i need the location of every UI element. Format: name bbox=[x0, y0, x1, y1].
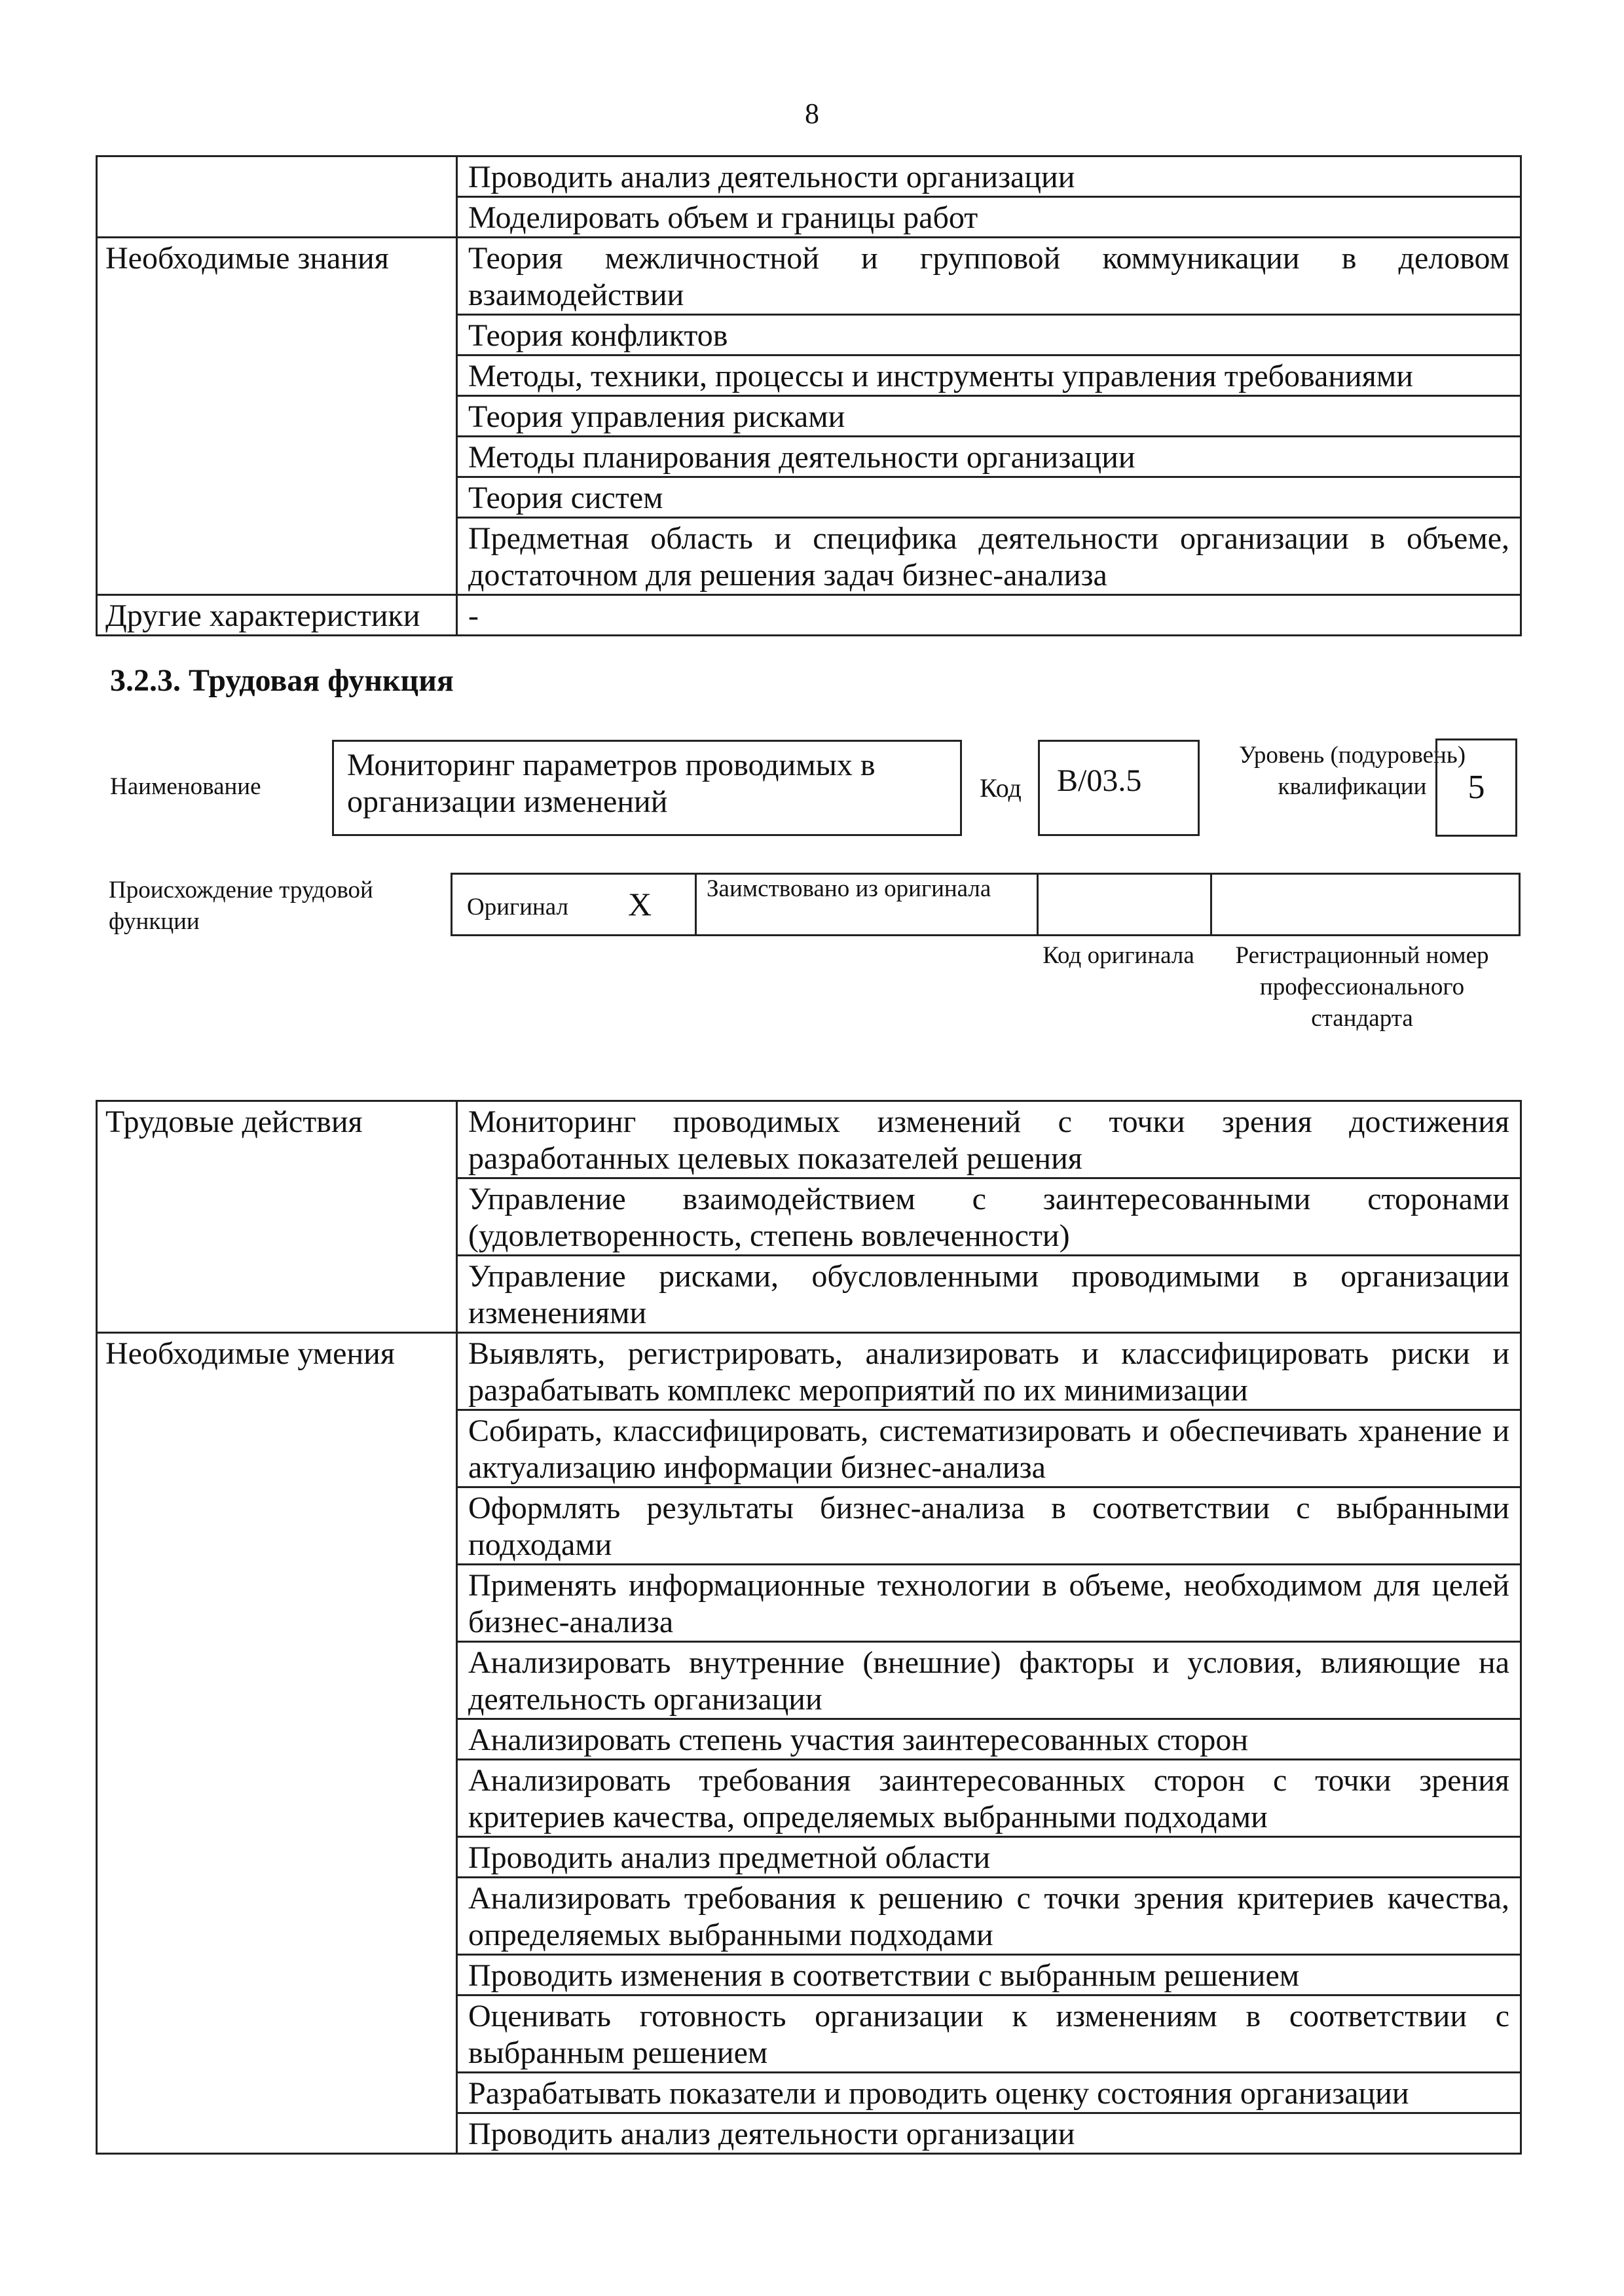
table-cell: Моделировать объем и границы работ bbox=[457, 197, 1521, 238]
table-row bbox=[97, 595, 1521, 636]
table-cell: Применять информационные технологии в объеме, необходимом для целей бизнес-анализа bbox=[457, 1565, 1521, 1642]
table-cell: Выявлять, регистрировать, анализировать и классифицировать риски и разрабатывать комплекс мероприятий по их минимизации bbox=[457, 1333, 1521, 1410]
row-label: Трудовые действия bbox=[97, 1101, 457, 1333]
table-cell: Оформлять результаты бизнес-анализа в соответствии с выбранными подходами bbox=[457, 1487, 1521, 1565]
labor-function-table bbox=[96, 1100, 1522, 2155]
table-cell: Теория конфликтов bbox=[457, 315, 1521, 355]
table-cell: Проводить анализ предметной области bbox=[457, 1837, 1521, 1878]
table-row bbox=[97, 1333, 1521, 1410]
level-value: 5 bbox=[1467, 769, 1485, 806]
knowledge-table bbox=[96, 155, 1522, 636]
table-cell: Теория межличностной и групповой коммуникации в деловом взаимодействии bbox=[457, 238, 1521, 315]
level-box bbox=[1435, 738, 1517, 837]
divider bbox=[1037, 875, 1039, 934]
name-label: Наименование bbox=[110, 773, 261, 800]
reg-caption: Регистрационный номер профессионального стандарта bbox=[1235, 942, 1489, 1032]
table-cell: Проводить анализ деятельности организации bbox=[457, 156, 1521, 197]
row-label: Необходимые умения bbox=[97, 1333, 457, 2154]
table-cell: Анализировать требования заинтересованных сторон с точки зрения критериев качества, определяемых выбранными подходами bbox=[457, 1760, 1521, 1837]
table-cell: Методы, техники, процессы и инструменты управления требованиями bbox=[457, 355, 1521, 396]
row-label: Другие характеристики bbox=[97, 595, 457, 636]
divider bbox=[695, 875, 697, 934]
table-cell: Мониторинг проводимых изменений с точки зрения достижения разработанных целевых показателей решения bbox=[457, 1101, 1521, 1178]
table-cell: Собирать, классифицировать, систематизировать и обеспечивать хранение и актуализацию информации бизнес-анализа bbox=[457, 1410, 1521, 1487]
row-label: Необходимые знания bbox=[97, 238, 457, 595]
function-code-box bbox=[1038, 740, 1200, 836]
code-caption: Код оригинала bbox=[1043, 942, 1194, 969]
table-cell: Анализировать требования к решению с точки зрения критериев качества, определяемых выбранными подходами bbox=[457, 1878, 1521, 1955]
origin-label: Происхождение трудовой функции bbox=[109, 877, 373, 935]
divider bbox=[1210, 875, 1212, 934]
table-cell: Проводить изменения в соответствии с выбранным решением bbox=[457, 1955, 1521, 1995]
table-cell: Разрабатывать показатели и проводить оценку состояния организации bbox=[457, 2073, 1521, 2113]
table-cell: Теория систем bbox=[457, 477, 1521, 518]
table-row bbox=[97, 156, 1521, 197]
original-mark: X bbox=[628, 886, 652, 922]
table-cell: Анализировать степень участия заинтересованных сторон bbox=[457, 1719, 1521, 1760]
borrowed-label: Заимствовано из оригинала bbox=[707, 875, 991, 902]
table-cell: Управление рисками, обусловленными проводимыми в организации изменениями bbox=[457, 1256, 1521, 1333]
table-cell: - bbox=[457, 595, 1521, 636]
table-row bbox=[97, 238, 1521, 315]
table-cell: Предметная область и специфика деятельности организации в объеме, достаточном для решения задач бизнес-анализа bbox=[457, 518, 1521, 595]
original-label: Оригинал bbox=[467, 894, 569, 920]
code-label: Код bbox=[980, 773, 1022, 803]
table-cell: Управление взаимодействием с заинтересованными сторонами (удовлетворенность, степень вовлеченности) bbox=[457, 1178, 1521, 1256]
level-label: Уровень (подуровень) квалификации bbox=[1238, 742, 1466, 800]
function-name: Мониторинг параметров проводимых в организации изменений bbox=[347, 748, 876, 819]
table-cell: Теория управления рисками bbox=[457, 396, 1521, 437]
page-number: 8 bbox=[805, 98, 819, 130]
table-cell: Методы планирования деятельности организации bbox=[457, 437, 1521, 477]
function-code: B/03.5 bbox=[1057, 763, 1142, 798]
row-label bbox=[97, 156, 457, 238]
origin-box bbox=[451, 873, 1521, 936]
section-heading: 3.2.3. Трудовая функция bbox=[110, 663, 454, 698]
table-cell: Проводить анализ деятельности организации bbox=[457, 2113, 1521, 2154]
table-cell: Оценивать готовность организации к изменениям в соответствии с выбранным решением bbox=[457, 1995, 1521, 2073]
table-row bbox=[97, 1101, 1521, 1178]
function-name-box bbox=[332, 740, 962, 836]
table-cell: Анализировать внутренние (внешние) факторы и условия, влияющие на деятельность организации bbox=[457, 1642, 1521, 1719]
